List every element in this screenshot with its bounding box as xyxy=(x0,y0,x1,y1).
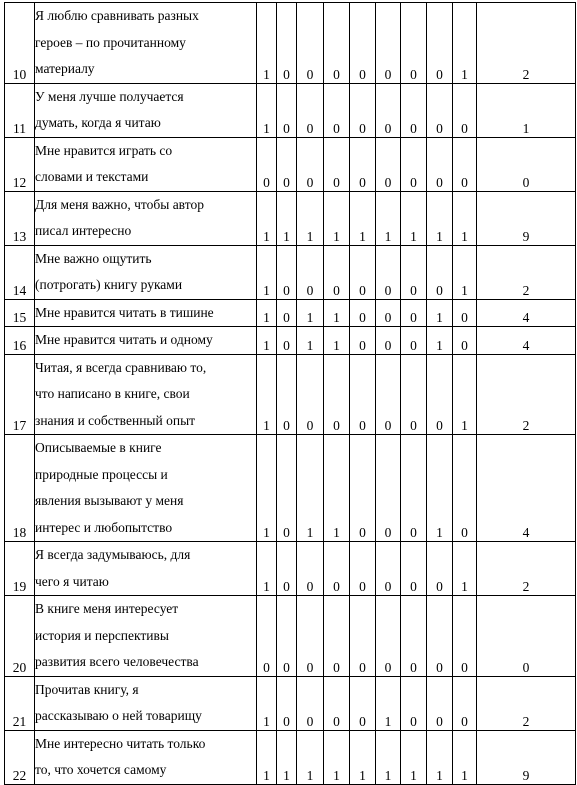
statement-line: Прочитав книгу, я xyxy=(35,681,139,697)
value-cell: 0 xyxy=(324,137,350,191)
table-row xyxy=(5,327,576,355)
statement-line: (потрогать) книгу руками xyxy=(35,277,183,292)
value-cell: 1 xyxy=(453,191,477,245)
statement-line: словами и текстами xyxy=(35,169,149,184)
value-cell: 0 xyxy=(324,354,350,435)
value-cell: 0 xyxy=(427,542,453,596)
value-cell: 0 xyxy=(350,676,376,730)
value-cell: 0 xyxy=(350,299,376,327)
table-row xyxy=(5,83,576,137)
value-cell: 0 xyxy=(427,596,453,677)
row-number: 14 xyxy=(5,245,35,299)
statement-cell xyxy=(35,83,257,137)
statement-line: природные процессы и xyxy=(35,466,168,482)
value-cell: 1 xyxy=(257,542,277,596)
value-cell: 0 xyxy=(350,327,376,355)
value-cell: 0 xyxy=(453,299,477,327)
table-row xyxy=(5,730,576,784)
value-cell: 1 xyxy=(453,354,477,435)
total-cell: 4 xyxy=(477,327,576,355)
table-row xyxy=(5,596,576,677)
table-row xyxy=(5,137,576,191)
value-cell: 0 xyxy=(277,299,297,327)
value-cell: 1 xyxy=(350,191,376,245)
statement-line: Читая, я всегда сравниваю то, xyxy=(35,359,207,375)
value-cell: 0 xyxy=(376,596,401,677)
value-cell: 0 xyxy=(376,299,401,327)
table-row xyxy=(5,542,576,596)
row-number: 19 xyxy=(5,542,35,596)
value-cell: 0 xyxy=(401,435,427,542)
value-cell: 0 xyxy=(376,354,401,435)
total-cell: 0 xyxy=(477,596,576,677)
value-cell: 0 xyxy=(376,3,401,84)
value-cell: 0 xyxy=(297,354,324,435)
value-cell: 0 xyxy=(401,596,427,677)
table-row xyxy=(5,676,576,730)
statement-line: что написано в книге, свои xyxy=(35,386,190,401)
value-cell: 0 xyxy=(401,542,427,596)
value-cell: 0 xyxy=(324,676,350,730)
row-number: 22 xyxy=(5,730,35,784)
statement-cell xyxy=(35,3,257,84)
table-row xyxy=(5,354,576,435)
value-cell: 0 xyxy=(277,327,297,355)
value-cell: 0 xyxy=(401,137,427,191)
value-cell: 0 xyxy=(277,137,297,191)
value-cell: 1 xyxy=(401,191,427,245)
total-cell: 2 xyxy=(477,3,576,84)
value-cell: 0 xyxy=(376,245,401,299)
value-cell: 0 xyxy=(297,83,324,137)
value-cell: 0 xyxy=(324,245,350,299)
value-cell: 1 xyxy=(297,327,324,355)
value-cell: 0 xyxy=(453,435,477,542)
value-cell: 1 xyxy=(257,191,277,245)
value-cell: 0 xyxy=(401,354,427,435)
total-cell: 0 xyxy=(477,137,576,191)
row-number: 11 xyxy=(5,83,35,137)
value-cell: 0 xyxy=(324,3,350,84)
statement-line: рассказываю о ней товарищу xyxy=(35,708,202,723)
value-cell: 0 xyxy=(277,542,297,596)
statement-cell xyxy=(35,354,257,435)
value-cell: 0 xyxy=(350,83,376,137)
total-cell: 9 xyxy=(477,191,576,245)
value-cell: 1 xyxy=(324,299,350,327)
total-cell: 2 xyxy=(477,245,576,299)
value-cell: 0 xyxy=(453,83,477,137)
value-cell: 1 xyxy=(297,191,324,245)
value-cell: 0 xyxy=(350,137,376,191)
statement-line: явления вызывают у меня xyxy=(35,493,184,508)
table-row xyxy=(5,245,576,299)
value-cell: 1 xyxy=(257,354,277,435)
value-cell: 0 xyxy=(324,596,350,677)
value-cell: 1 xyxy=(257,327,277,355)
statement-line: Мне важно ощутить xyxy=(35,250,152,266)
row-number: 13 xyxy=(5,191,35,245)
statement-line: Описываемые в книге xyxy=(35,440,162,455)
value-cell: 1 xyxy=(257,676,277,730)
statement-cell xyxy=(35,730,257,784)
value-cell: 0 xyxy=(297,596,324,677)
statement-cell xyxy=(35,327,257,355)
value-cell: 0 xyxy=(427,245,453,299)
value-cell: 1 xyxy=(401,730,427,784)
statement-line: материалу xyxy=(35,61,95,76)
value-cell: 0 xyxy=(350,596,376,677)
value-cell: 0 xyxy=(427,354,453,435)
row-number: 17 xyxy=(5,354,35,435)
statement-line: Я всегда задумываюсь, для xyxy=(35,547,191,562)
statement-cell xyxy=(35,245,257,299)
value-cell: 1 xyxy=(427,191,453,245)
value-cell: 0 xyxy=(427,137,453,191)
total-cell: 9 xyxy=(477,730,576,784)
value-cell: 0 xyxy=(401,327,427,355)
value-cell: 0 xyxy=(401,83,427,137)
value-cell: 0 xyxy=(427,676,453,730)
value-cell: 0 xyxy=(277,245,297,299)
statement-line: думать, когда я читаю xyxy=(35,115,161,130)
value-cell: 1 xyxy=(376,676,401,730)
total-cell: 2 xyxy=(477,542,576,596)
value-cell: 1 xyxy=(297,299,324,327)
value-cell: 0 xyxy=(427,3,453,84)
row-number: 21 xyxy=(5,676,35,730)
total-cell: 4 xyxy=(477,299,576,327)
value-cell: 0 xyxy=(453,596,477,677)
table-body xyxy=(5,3,576,785)
value-cell: 1 xyxy=(257,245,277,299)
value-cell: 1 xyxy=(277,191,297,245)
value-cell: 0 xyxy=(401,245,427,299)
table-row xyxy=(5,299,576,327)
value-cell: 0 xyxy=(453,676,477,730)
statement-cell xyxy=(35,137,257,191)
value-cell: 0 xyxy=(376,542,401,596)
statement-line: Я люблю сравнивать разных xyxy=(35,8,199,23)
value-cell: 1 xyxy=(257,299,277,327)
value-cell: 1 xyxy=(350,730,376,784)
value-cell: 1 xyxy=(453,542,477,596)
statement-line: история и перспективы xyxy=(35,627,169,643)
statement-line: знания и собственный опыт xyxy=(35,412,196,428)
statement-line: чего я читаю xyxy=(35,573,109,589)
statement-line: то, что хочется самому xyxy=(35,762,167,777)
statement-line: героев – по прочитанному xyxy=(35,34,186,50)
statement-line: Мне нравится читать в тишине xyxy=(35,304,214,320)
statement-line: писал интересно xyxy=(35,223,132,238)
value-cell: 0 xyxy=(277,354,297,435)
value-cell: 0 xyxy=(277,435,297,542)
value-cell: 0 xyxy=(376,435,401,542)
value-cell: 0 xyxy=(350,435,376,542)
value-cell: 0 xyxy=(350,542,376,596)
value-cell: 1 xyxy=(257,435,277,542)
total-cell: 2 xyxy=(477,354,576,435)
row-number: 20 xyxy=(5,596,35,677)
value-cell: 1 xyxy=(324,191,350,245)
value-cell: 0 xyxy=(376,83,401,137)
value-cell: 0 xyxy=(297,245,324,299)
statement-cell xyxy=(35,542,257,596)
value-cell: 0 xyxy=(324,542,350,596)
total-cell: 2 xyxy=(477,676,576,730)
statement-cell xyxy=(35,676,257,730)
value-cell: 1 xyxy=(427,435,453,542)
statement-line: интерес и любопытство xyxy=(35,519,173,535)
value-cell: 0 xyxy=(401,3,427,84)
value-cell: 1 xyxy=(277,730,297,784)
value-cell: 1 xyxy=(324,730,350,784)
value-cell: 1 xyxy=(453,3,477,84)
statement-cell xyxy=(35,191,257,245)
value-cell: 1 xyxy=(376,191,401,245)
table-row xyxy=(5,191,576,245)
value-cell: 0 xyxy=(453,327,477,355)
value-cell: 0 xyxy=(401,676,427,730)
statement-line: Мне интересно читать только xyxy=(35,735,206,751)
value-cell: 0 xyxy=(401,299,427,327)
row-number: 15 xyxy=(5,299,35,327)
value-cell: 1 xyxy=(376,730,401,784)
value-cell: 0 xyxy=(350,245,376,299)
statement-line: В книге меня интересует xyxy=(35,601,179,616)
value-cell: 1 xyxy=(257,83,277,137)
value-cell: 0 xyxy=(350,354,376,435)
value-cell: 0 xyxy=(277,83,297,137)
value-cell: 0 xyxy=(277,596,297,677)
value-cell: 1 xyxy=(324,435,350,542)
value-cell: 1 xyxy=(324,327,350,355)
value-cell: 1 xyxy=(297,435,324,542)
value-cell: 0 xyxy=(297,137,324,191)
statement-cell xyxy=(35,435,257,542)
statement-line: У меня лучше получается xyxy=(35,88,184,104)
value-cell: 0 xyxy=(297,542,324,596)
value-cell: 0 xyxy=(324,83,350,137)
value-cell: 0 xyxy=(277,676,297,730)
statement-line: Мне нравится играть со xyxy=(35,142,173,158)
total-cell: 4 xyxy=(477,435,576,542)
table-row xyxy=(5,435,576,542)
row-number: 16 xyxy=(5,327,35,355)
value-cell: 0 xyxy=(427,83,453,137)
value-cell: 0 xyxy=(376,137,401,191)
value-cell: 0 xyxy=(297,3,324,84)
value-cell: 0 xyxy=(277,3,297,84)
value-cell: 0 xyxy=(257,137,277,191)
statement-line: развития всего человечества xyxy=(35,654,199,669)
value-cell: 1 xyxy=(427,730,453,784)
statement-cell xyxy=(35,596,257,677)
statement-line: Для меня важно, чтобы автор xyxy=(35,196,204,212)
value-cell: 0 xyxy=(350,3,376,84)
value-cell: 1 xyxy=(453,730,477,784)
table-row xyxy=(5,3,576,84)
row-number: 18 xyxy=(5,435,35,542)
value-cell: 1 xyxy=(427,299,453,327)
statement-cell xyxy=(35,299,257,327)
statement-line: Мне нравится читать и одному xyxy=(35,332,213,347)
value-cell: 1 xyxy=(427,327,453,355)
value-cell: 0 xyxy=(376,327,401,355)
value-cell: 0 xyxy=(297,676,324,730)
total-cell: 1 xyxy=(477,83,576,137)
value-cell: 1 xyxy=(257,730,277,784)
survey-table xyxy=(4,2,576,785)
value-cell: 1 xyxy=(297,730,324,784)
value-cell: 1 xyxy=(257,3,277,84)
row-number: 10 xyxy=(5,3,35,84)
value-cell: 0 xyxy=(453,137,477,191)
value-cell: 1 xyxy=(453,245,477,299)
row-number: 12 xyxy=(5,137,35,191)
value-cell: 0 xyxy=(257,596,277,677)
